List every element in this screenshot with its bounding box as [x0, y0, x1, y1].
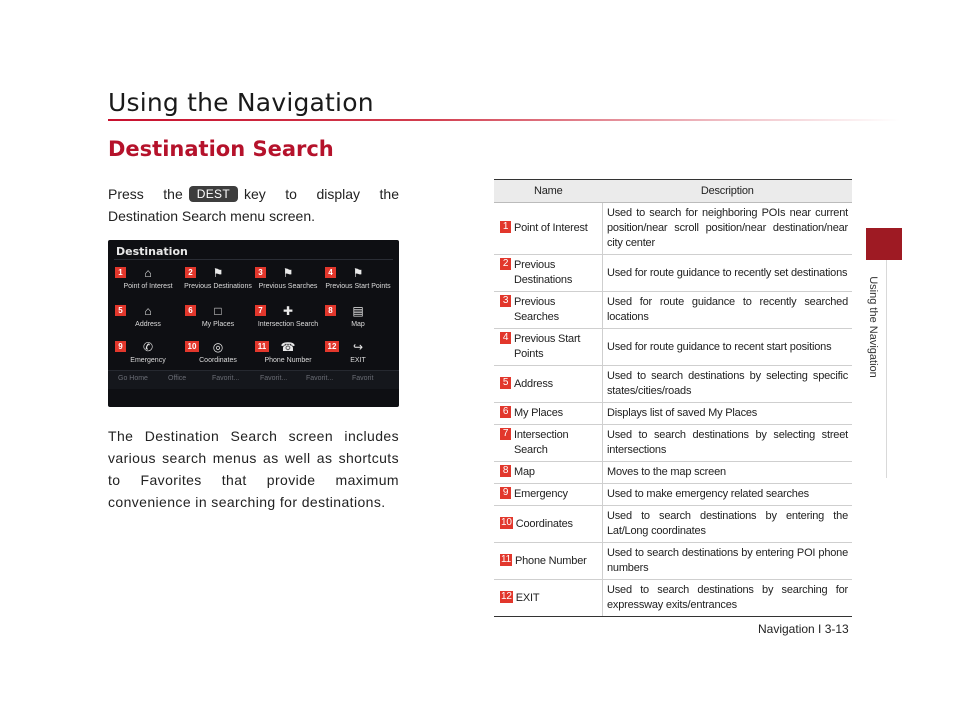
- table-row: [494, 484, 852, 506]
- table-row: [494, 580, 852, 617]
- row-name-cell: [494, 255, 603, 292]
- row-number-badge: 2: [500, 258, 511, 270]
- page-header-title: Using the Navigation: [108, 88, 374, 117]
- row-number-badge: 3: [500, 295, 511, 307]
- row-name-cell: [494, 329, 603, 366]
- tile-number-badge: 3: [255, 267, 266, 278]
- row-number-badge: 4: [500, 332, 511, 344]
- tile-label: Emergency: [130, 357, 166, 364]
- row-description: Used for route guidance to recent start positions: [603, 329, 853, 366]
- house-icon: ⌂: [144, 304, 152, 318]
- row-description: Used for route guidance to recently set destinations: [603, 255, 853, 292]
- row-name: Phone Number: [514, 554, 587, 567]
- emergency-icon: ✆: [142, 340, 154, 354]
- destination-screen-image: [108, 240, 399, 407]
- tile-number-badge: 6: [185, 305, 196, 316]
- tile-label: Intersection Search: [257, 321, 319, 328]
- screen-tile: [324, 302, 392, 338]
- poi-icon: ⌂: [144, 266, 152, 280]
- row-description: Used to search destinations by entering the Lat/Long coordinates: [603, 506, 853, 543]
- row-name-wrap: [500, 487, 598, 502]
- favorite-shortcut: Go Home: [118, 375, 148, 382]
- favorite-shortcut: Favorit...: [260, 375, 288, 382]
- tile-number-badge: 2: [185, 267, 196, 278]
- menu-description-table: [494, 179, 852, 617]
- row-description: Moves to the map screen: [603, 462, 853, 484]
- row-name: Previous Destinations: [514, 259, 573, 286]
- dest-key-badge: DEST: [189, 186, 238, 202]
- row-description: Used to search destinations by selecting specific states/cities/roads: [603, 366, 853, 403]
- screen-title: Destination: [116, 245, 188, 258]
- row-name: Previous Start Points: [514, 333, 581, 360]
- table-row: [494, 425, 852, 462]
- header-rule: [108, 119, 900, 121]
- intersection-icon: ✚: [282, 304, 294, 318]
- side-tab-text: Using the Navigation: [867, 276, 879, 378]
- screen-tile: [324, 338, 392, 374]
- screen-tile: [114, 264, 182, 300]
- tile-number-badge: 10: [185, 341, 199, 352]
- row-number-badge: 9: [500, 487, 511, 499]
- row-number-badge: 11: [501, 553, 511, 565]
- table-row: [494, 203, 852, 255]
- row-name-cell: [494, 203, 603, 255]
- table-row: [494, 506, 852, 543]
- row-name: Point of Interest: [514, 222, 588, 234]
- table-body: [494, 203, 852, 617]
- row-number-badge: 8: [500, 465, 511, 477]
- row-name-cell: [494, 506, 603, 543]
- screen-tile: [254, 338, 322, 374]
- table-row: [494, 366, 852, 403]
- row-name-wrap: [500, 406, 598, 421]
- row-name-wrap: [500, 295, 598, 325]
- side-tab-label: [858, 272, 888, 382]
- screen-tile: [324, 264, 392, 300]
- row-description: Used to search destinations by selecting street intersections: [603, 425, 853, 462]
- row-number-badge: 10: [501, 516, 512, 528]
- tile-number-badge: 1: [115, 267, 126, 278]
- section-title: Destination Search: [108, 137, 334, 161]
- row-number-badge: 1: [500, 221, 511, 233]
- row-name-wrap: [500, 465, 598, 480]
- intro-pre: Press the: [108, 186, 183, 202]
- tile-label: Address: [135, 321, 161, 328]
- screen-tile: [184, 264, 252, 300]
- favorite-shortcut: Favorit...: [212, 375, 240, 382]
- row-name-wrap: [500, 221, 598, 236]
- table-header-description: Description: [603, 180, 853, 203]
- tile-number-badge: 5: [115, 305, 126, 316]
- tile-number-badge: 12: [325, 341, 339, 352]
- row-name: Address: [514, 377, 553, 390]
- screen-tile: [184, 338, 252, 374]
- screen-tile: [254, 302, 322, 338]
- screen-tile: [114, 302, 182, 338]
- row-name-wrap: [500, 258, 598, 288]
- row-name-wrap: [500, 591, 598, 606]
- row-name-wrap: [500, 332, 598, 362]
- tile-label: Previous Start Points: [325, 283, 391, 290]
- row-name: Coordinates: [515, 517, 573, 530]
- exit-icon: ↪: [352, 340, 364, 354]
- tile-number-badge: 11: [255, 341, 269, 352]
- intro-post: key to display the Destination Search menu screen.: [108, 186, 400, 224]
- phone-icon: ☎: [280, 340, 296, 354]
- tile-label: Phone Number: [264, 357, 312, 364]
- row-description: Used to make emergency related searches: [603, 484, 853, 506]
- row-name: Previous Searches: [514, 296, 559, 323]
- screen-tile: [184, 302, 252, 338]
- table-row: [494, 543, 852, 580]
- favorite-shortcut: Office: [168, 375, 187, 382]
- tile-label: Previous Searches: [258, 283, 318, 290]
- intro-paragraph: [108, 183, 399, 227]
- tile-number-badge: 8: [325, 305, 336, 316]
- row-number-badge: 6: [500, 406, 511, 418]
- page-footer: Navigation I 3-13: [758, 622, 849, 636]
- row-name-cell: [494, 543, 603, 580]
- table-row: [494, 292, 852, 329]
- side-tab-marker: [866, 228, 902, 260]
- favorite-shortcut: Favorit...: [306, 375, 334, 382]
- table-header-row: [494, 180, 852, 203]
- description-paragraph: The Destination Search screen includes various search menus as well as shortcuts to Favorites that provide maximum convenience in searching for destinations.: [108, 428, 399, 510]
- row-number-badge: 7: [500, 428, 511, 440]
- row-name-wrap: [500, 377, 598, 392]
- screen-title-divider: [114, 259, 393, 260]
- row-name: Emergency: [514, 488, 568, 500]
- tile-label: Coordinates: [199, 357, 237, 364]
- table-row: [494, 329, 852, 366]
- row-name: Intersection Search: [514, 429, 569, 456]
- row-description: Used to search destinations by entering POI phone numbers: [603, 543, 853, 580]
- tile-label: Map: [351, 321, 365, 328]
- row-description: Displays list of saved My Places: [603, 403, 853, 425]
- table-header-name: Name: [494, 180, 603, 203]
- tile-label: My Places: [201, 321, 235, 328]
- tile-label: Previous Destinations: [184, 283, 252, 290]
- row-name-cell: [494, 366, 603, 403]
- map-icon: ▤: [352, 304, 364, 318]
- row-name: My Places: [514, 407, 563, 419]
- my-places-icon: □: [214, 304, 222, 318]
- row-name-cell: [494, 403, 603, 425]
- tile-number-badge: 4: [325, 267, 336, 278]
- row-name-wrap: [500, 517, 598, 532]
- table-row: [494, 255, 852, 292]
- checkered-flag-icon: ⚑: [282, 266, 294, 280]
- checkered-flag-icon: ⚑: [352, 266, 364, 280]
- row-description: Used for route guidance to recently searched locations: [603, 292, 853, 329]
- row-number-badge: 12: [501, 590, 512, 602]
- row-name-wrap: [500, 554, 598, 569]
- row-name: Map: [514, 466, 535, 478]
- tile-label: EXIT: [350, 357, 366, 364]
- row-name-cell: [494, 292, 603, 329]
- row-name-cell: [494, 484, 603, 506]
- table-row: [494, 403, 852, 425]
- row-name-cell: [494, 462, 603, 484]
- table-row: [494, 462, 852, 484]
- screen-tile: [254, 264, 322, 300]
- screen-tile: [114, 338, 182, 374]
- tile-label: Point of Interest: [123, 283, 173, 290]
- row-description: Used to search for neighboring POIs near current position/near scroll position/near destination/near city center: [603, 203, 853, 255]
- row-description: Used to search destinations by searching for expressway exits/entrances: [603, 580, 853, 617]
- favorite-shortcut: Favorit: [352, 375, 374, 382]
- compass-icon: ◎: [212, 340, 224, 354]
- row-name-wrap: [500, 428, 598, 458]
- tile-number-badge: 7: [255, 305, 266, 316]
- row-name-cell: [494, 580, 603, 617]
- row-number-badge: 5: [500, 377, 511, 389]
- row-name: EXIT: [515, 591, 540, 604]
- checkered-flag-icon: ⚑: [212, 266, 224, 280]
- tile-number-badge: 9: [115, 341, 126, 352]
- row-name-cell: [494, 425, 603, 462]
